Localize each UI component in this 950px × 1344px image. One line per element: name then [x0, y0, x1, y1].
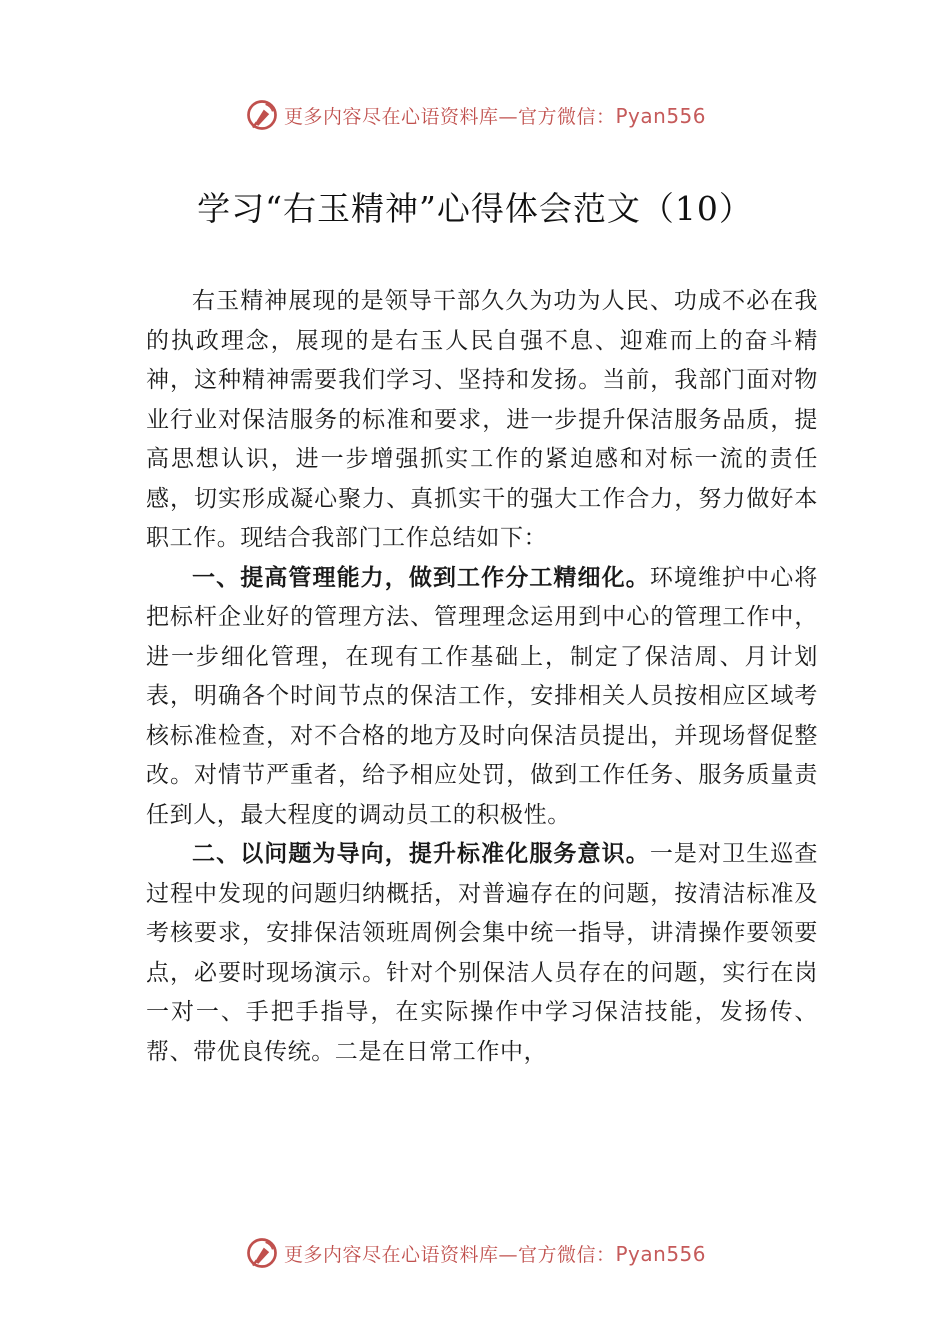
document-body: [146, 282, 818, 1072]
pen-nib-logo-icon: [244, 97, 280, 133]
paragraph-text: 一是对卫生巡查过程中发现的问题归纳概括，对普遍存在的问题，按清洁标准及考核要求，安排保洁领班周例会集中统一指导，讲清操作要领要点，必要时现场演示。针对个别保洁人员存在的问题，实行在岗一对一、手把手指导，在实际操作中学习保洁技能，发扬传、帮、带优良传统。二是在日常工作中，: [146, 841, 819, 1065]
paragraph-lead: 二、以问题为导向，提升标准化服务意识。: [192, 841, 650, 867]
banner-account: Pyan556: [615, 103, 707, 128]
document-title: 学习“右玉精神”心得体会范文（10）: [197, 189, 753, 228]
paragraph-section-2: [146, 835, 818, 1072]
header-banner: [0, 95, 950, 135]
paragraph-section-1: [146, 559, 818, 836]
paragraph-intro: [146, 282, 818, 559]
banner-text: 更多内容尽在心语资料库—官方微信：: [283, 105, 616, 128]
paragraph-lead: 一、提高管理能力，做到工作分工精细化。: [192, 564, 650, 591]
pen-nib-logo-icon: [244, 1235, 280, 1271]
banner-account: Pyan556: [615, 1241, 707, 1266]
paragraph-text: 右玉精神展现的是领导干部久久为功为人民、功成不必在我的执政理念，展现的是右玉人民自强不息、迎难而上的奋斗精神，这种精神需要我们学习、坚持和发扬。当前，我部门面对物业行业对保洁服务的标准和要求，进一步提升保洁服务品质，提高思想认识，进一步增强抓实工作的紧迫感和对标一流的责任感，切实形成凝心聚力、真抓实干的强大工作合力，努力做好本职工作。现结合我部门工作总结如下：: [146, 288, 818, 551]
paragraph-text: 环境维护中心将把标杆企业好的管理方法、管理理念运用到中心的管理工作中，进一步细化管理，在现有工作基础上，制定了保洁周、月计划表，明确各个时间节点的保洁工作，安排相关人员按相应区域考核标准检查，对不合格的地方及时向保洁员提出，并现场督促整改。对情节严重者，给予相应处罚，做到工作任务、服务质量责任到人，最大程度的调动员工的积极性。: [146, 564, 819, 828]
footer-banner: [0, 1233, 950, 1273]
banner-text: 更多内容尽在心语资料库—官方微信：: [283, 1243, 616, 1266]
